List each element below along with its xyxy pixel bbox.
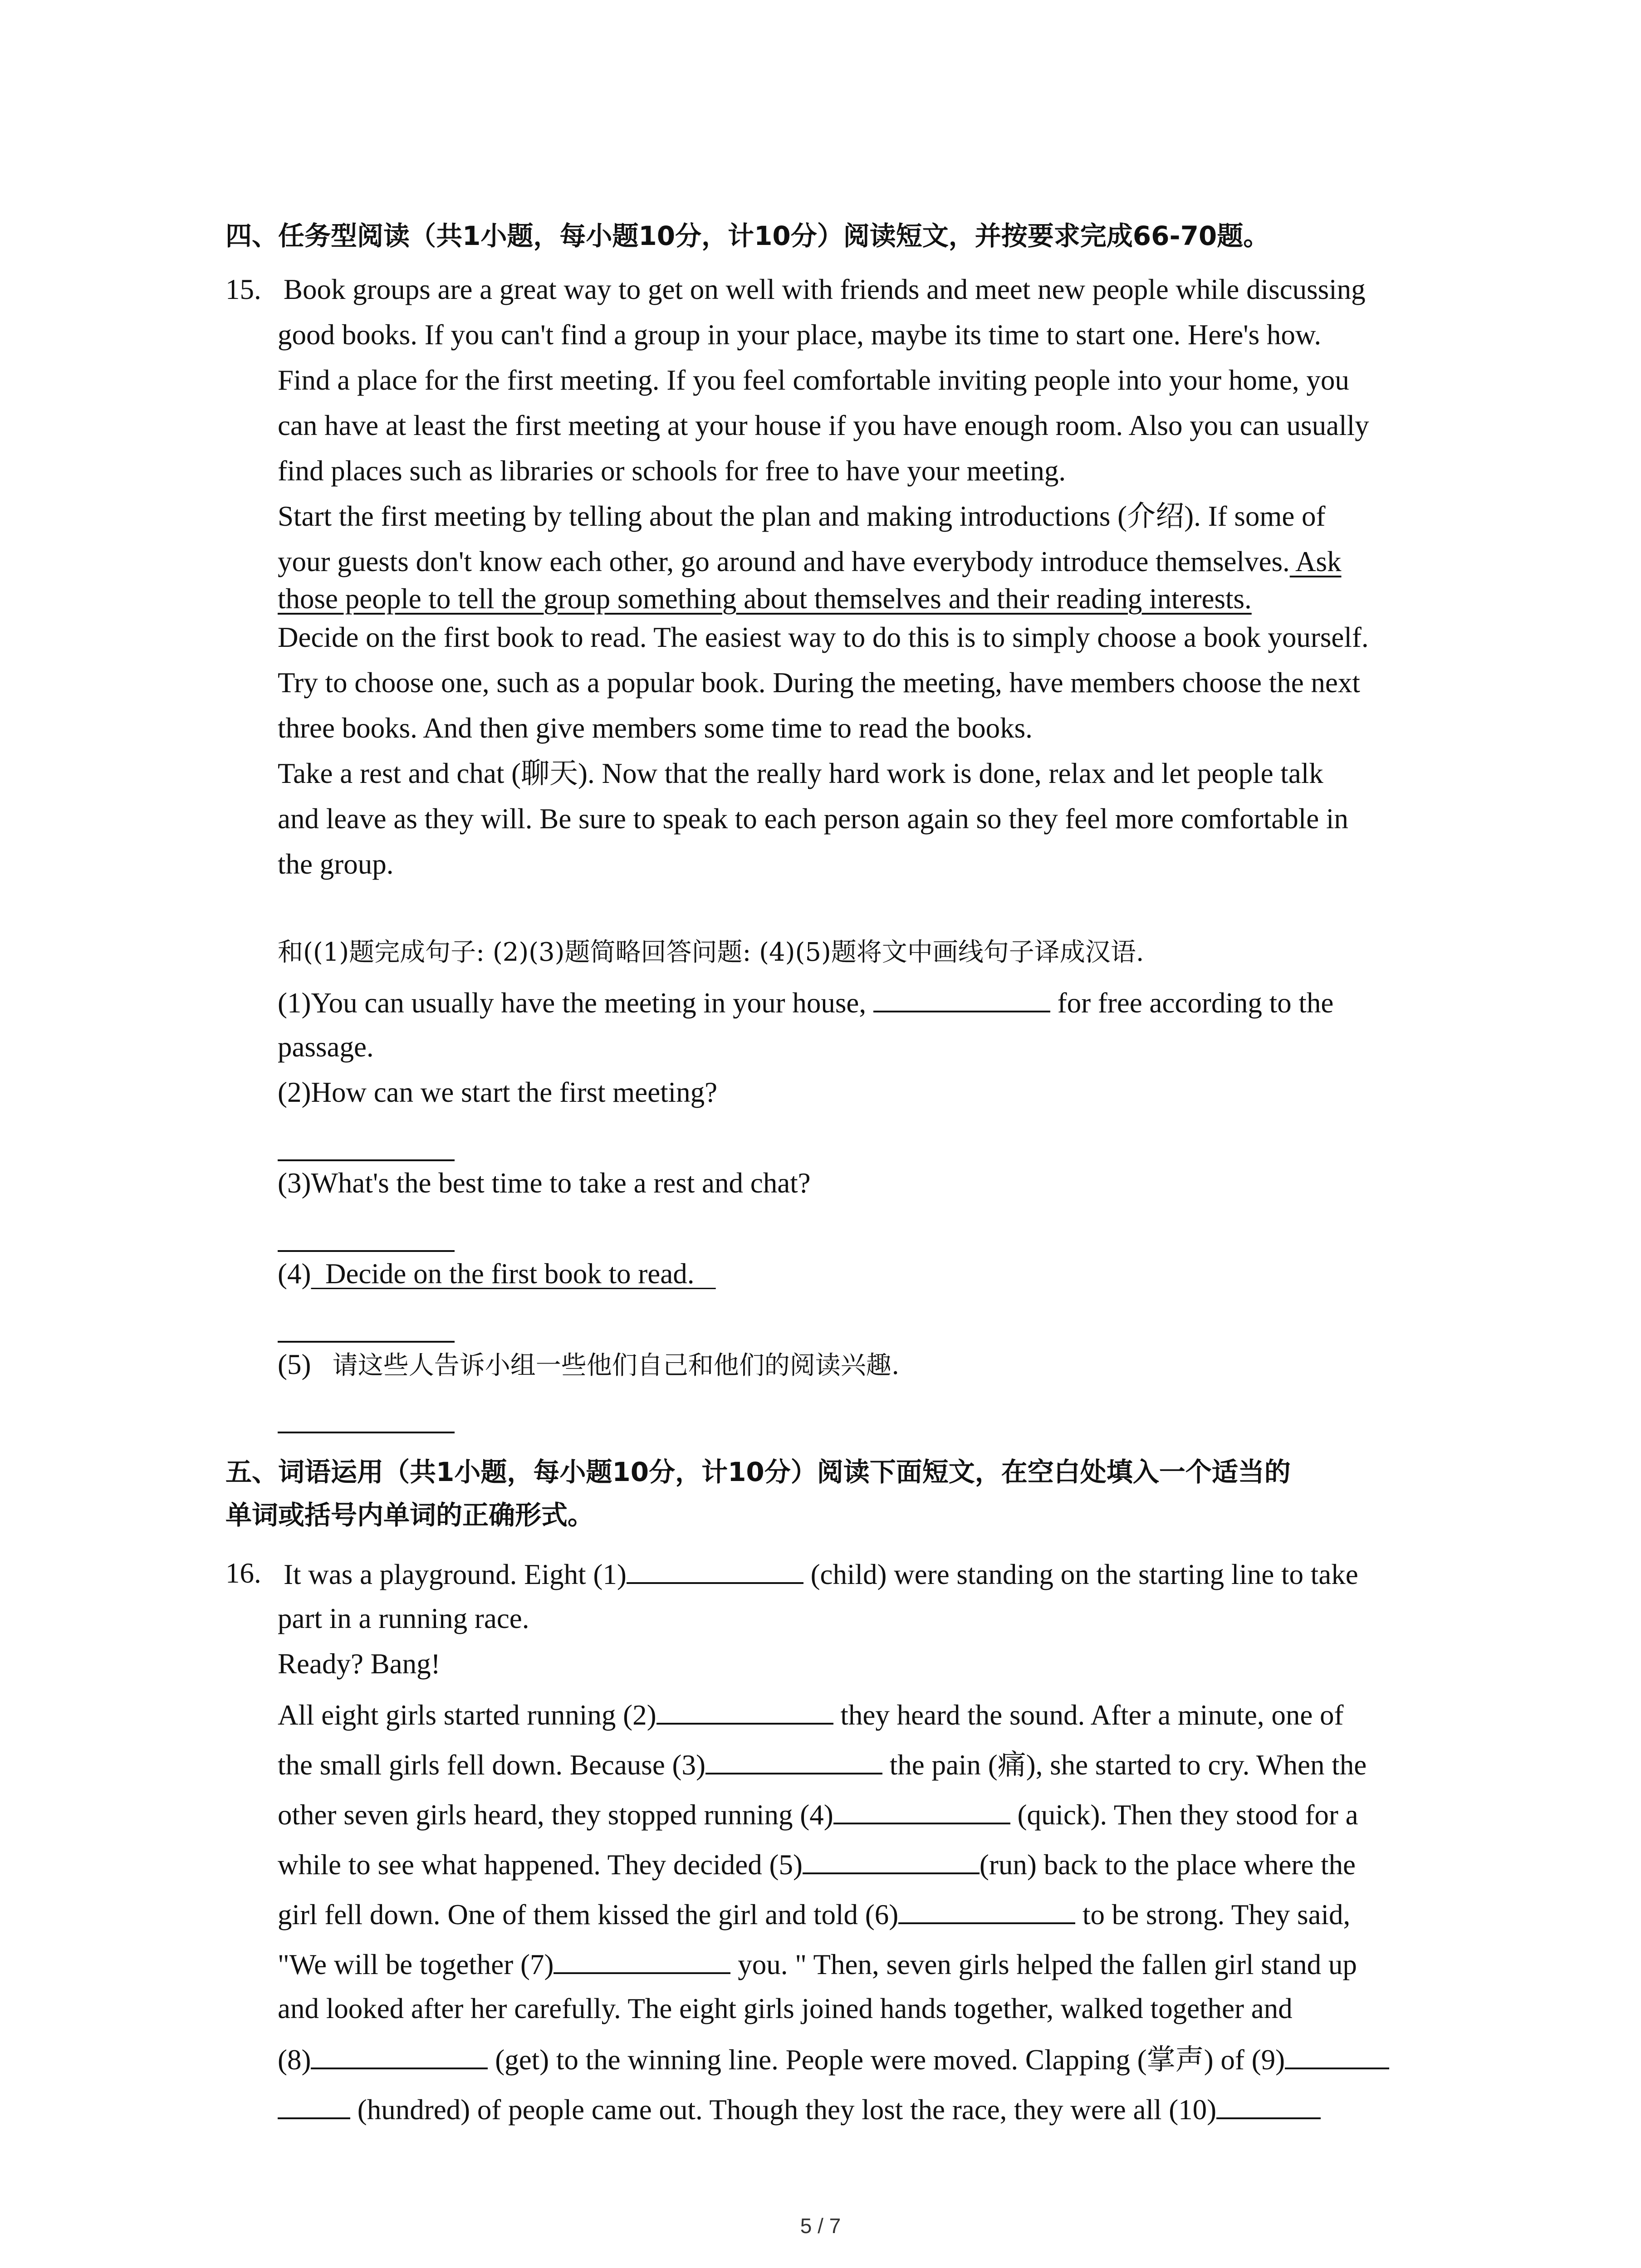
instructions: 和((1)题完成句子: (2)(3)题简略回答问题: (4)(5)题将文中画线句子译成汉语. (278, 938, 1144, 967)
passage-line: Decide on the first book to read. The easiest way to do this is to simply choose a book yourself. (278, 621, 1369, 653)
passage-text: your guests don't know each other, go around and have everybody introduce themselves. (278, 546, 1290, 577)
cloze-blank-2[interactable] (656, 1691, 833, 1725)
cloze-blank-9[interactable] (1285, 2036, 1389, 2069)
passage-line: Try to choose one, such as a popular book. During the meeting, have members choose the next (278, 667, 1360, 699)
cloze-line: girl fell down. One of them kissed the girl and told (6) to be strong. They said, (278, 1891, 1350, 1937)
answer-line-5[interactable] (278, 1432, 455, 1433)
cloze-line: It was a playground. Eight (1) (child) were standing on the starting line to take (284, 1550, 1358, 1597)
cloze-line: (8) (get) to the winning line. People were moved. Clapping (掌声) of (9) (278, 2036, 1389, 2082)
cloze-line: other seven girls heard, they stopped running (4) (quick). Then they stood for a (278, 1791, 1358, 1838)
question-3: (3)What's the best time to take a rest and chat? (278, 1167, 811, 1199)
cloze-blank-7[interactable] (554, 1941, 730, 1974)
page-number: 5 / 7 (800, 2214, 841, 2238)
cloze-blank-4[interactable] (833, 1791, 1010, 1824)
cloze-blank-6[interactable] (898, 1891, 1075, 1924)
section5-heading: 五、词语运用（共1小题，每小题10分，计10分）阅读下面短文，在空白处填入一个适当的 (225, 1457, 1291, 1487)
question-1-cont: passage. (278, 1031, 374, 1063)
cloze-line: "We will be together (7) you. " Then, seven girls helped the fallen girl stand up (278, 1941, 1357, 1987)
passage-line: three books. And then give members some time to read the books. (278, 712, 1033, 744)
question-16-number: 16. (225, 1557, 261, 1589)
cloze-line: (hundred) of people came out. Though they lost the race, they were all (10) (278, 2086, 1321, 2132)
cloze-line: and looked after her carefully. The eight girls joined hands together, walked together and (278, 1993, 1293, 2024)
question-1: (1)You can usually have the meeting in your house, for free according to the (278, 979, 1333, 1026)
cloze-blank-9-cont[interactable] (278, 2086, 350, 2119)
question-4: (4) Decide on the first book to read. (278, 1258, 716, 1290)
question-15-number: 15. (225, 274, 261, 305)
question-2: (2)How can we start the first meeting? (278, 1076, 718, 1108)
cloze-line: part in a running race. (278, 1603, 529, 1634)
answer-blank-1[interactable] (873, 979, 1050, 1012)
passage-line: good books. If you can't find a group in your place, maybe its time to start one. Here's how. (278, 319, 1322, 351)
passage-line: can have at least the first meeting at your house if you have enough room. Also you can usually (278, 410, 1369, 441)
cloze-blank-10[interactable] (1216, 2086, 1321, 2119)
passage-line: Start the first meeting by telling about the plan and making introductions (介绍). If some of (278, 500, 1326, 532)
question-4-sentence: Decide on the first book to read. (311, 1258, 716, 1290)
passage-line: Find a place for the first meeting. If you feel comfortable inviting people into your home, you (278, 364, 1349, 396)
section5-heading-cont: 单词或括号内单词的正确形式。 (225, 1500, 594, 1530)
passage-line: find places such as libraries or schools for free to have your meeting. (278, 455, 1066, 487)
underlined-sentence-start: Ask (1289, 546, 1342, 577)
cloze-blank-8[interactable] (311, 2036, 488, 2069)
cloze-blank-3[interactable] (705, 1741, 882, 1774)
cloze-blank-1[interactable] (627, 1550, 803, 1584)
section4-heading: 四、任务型阅读（共1小题，每小题10分，计10分）阅读短文，并按要求完成66-70题。 (225, 220, 1270, 251)
cloze-line: the small girls fell down. Because (3) the pain (痛), she started to cry. When the (278, 1741, 1367, 1788)
passage-line: Book groups are a great way to get on well with friends and meet new people while discussing (284, 274, 1366, 305)
underlined-sentence: those people to tell the group something about themselves and their reading interests. (278, 583, 1252, 615)
passage-line: the group. (278, 848, 394, 880)
question-5: (5) 请这些人告诉小组一些他们自己和他们的阅读兴趣. (278, 1349, 900, 1380)
cloze-line: while to see what happened. They decided (5) (run) back to the place where the (278, 1841, 1356, 1887)
cloze-line: All eight girls started running (2) they heard the sound. After a minute, one of (278, 1691, 1344, 1738)
cloze-line: Ready? Bang! (278, 1648, 441, 1680)
passage-line: Take a rest and chat (聊天). Now that the really hard work is done, relax and let people talk (278, 758, 1323, 789)
passage-line: and leave as they will. Be sure to speak to each person again so they feel more comfortable in (278, 803, 1348, 835)
cloze-blank-5[interactable] (803, 1841, 980, 1874)
question-5-sentence: 请这些人告诉小组一些他们自己和他们的阅读兴趣. (332, 1351, 900, 1380)
